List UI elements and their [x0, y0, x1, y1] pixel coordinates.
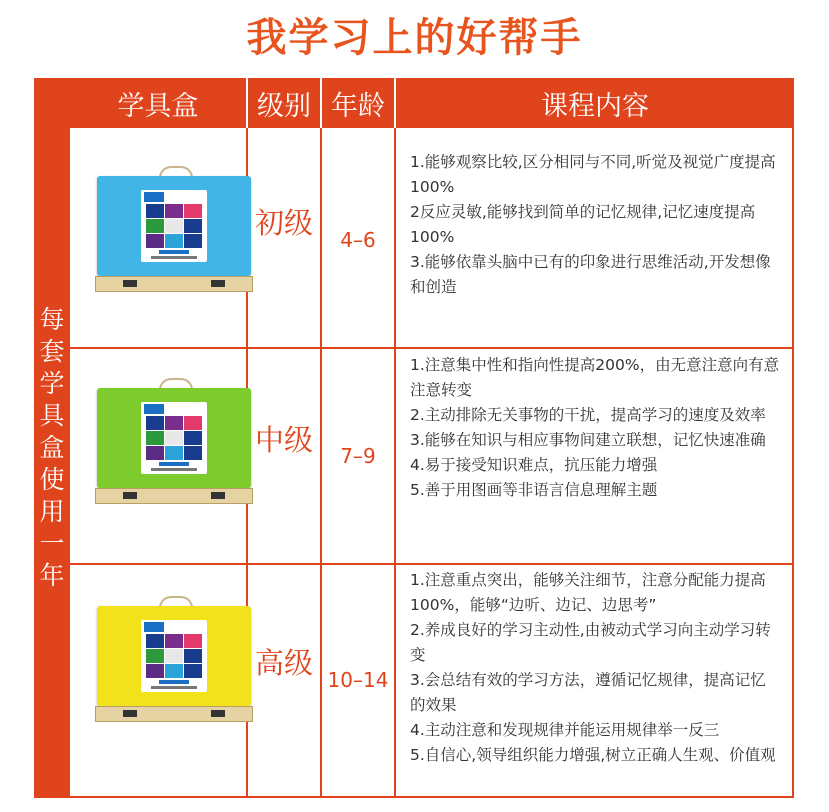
header-course: 课程内容 [396, 78, 794, 128]
side-label: 每套学具盒使用一年 [39, 305, 65, 590]
level-label: 高级 [254, 646, 313, 680]
label-grid-cell [165, 234, 183, 248]
course-list [410, 568, 780, 768]
course-item: 2反应灵敏,能够找到简单的记忆规律,记忆速度提高100% [410, 203, 756, 246]
header-divider [246, 78, 248, 128]
label-grid-cell [146, 416, 164, 430]
course-item: 3.会总结有效的学习方法，遵循记忆规律，提高记忆的效果 [410, 671, 766, 714]
box-base [95, 276, 253, 292]
label-grid-cell [165, 219, 183, 233]
age-label: 10–14 [327, 668, 389, 692]
label-grid-cell [184, 234, 202, 248]
label-grid-cell [165, 416, 183, 430]
level-label: 中级 [254, 423, 313, 457]
label-grid-cell [184, 649, 202, 663]
label-grid-cell [146, 446, 164, 460]
box-latch [211, 492, 225, 499]
age-label: 4–6 [340, 228, 376, 252]
box-base [95, 488, 253, 504]
course-item: 3.能够在知识与相应事物间建立联想，记忆快速准确 [410, 431, 766, 449]
side-banner [34, 78, 70, 798]
label-grid-cell [165, 664, 183, 678]
page-title: 我学习上的好帮手 [246, 15, 583, 61]
label-grid-cell [184, 446, 202, 460]
label-grid-cell [146, 634, 164, 648]
box-label [141, 190, 207, 262]
label-grid-cell [184, 634, 202, 648]
course-list [410, 353, 780, 503]
box-label [141, 402, 207, 474]
course-list [410, 150, 780, 300]
course-item: 2.养成良好的学习主动性,由被动式学习向主动学习转变 [410, 621, 771, 664]
row-divider [70, 347, 794, 349]
box-latch [211, 280, 225, 287]
header-age: 年龄 [322, 78, 394, 128]
box-latch [211, 710, 225, 717]
course-item: 1.注意集中性和指向性提高200%，由无意注意向有意注意转变 [410, 356, 780, 399]
header-divider [320, 78, 322, 128]
label-grid-cell [165, 204, 183, 218]
label-grid-cell [184, 664, 202, 678]
course-item: 3.能够依靠头脑中已有的印象进行思维活动,开发想像和创造 [410, 253, 771, 296]
label-grid-cell [184, 431, 202, 445]
label-grid-cell [184, 204, 202, 218]
label-grid-cell [184, 416, 202, 430]
course-item: 1.能够观察比较,区分相同与不同,听觉及视觉广度提高100% [410, 153, 776, 196]
box-latch [123, 492, 137, 499]
box-base [95, 706, 253, 722]
label-grid-cell [146, 649, 164, 663]
label-grid-cell [146, 219, 164, 233]
box-latch [123, 710, 137, 717]
course-item: 2.主动排除无关事物的干扰，提高学习的速度及效率 [410, 406, 766, 424]
label-grid-cell [165, 649, 183, 663]
label-grid-cell [146, 234, 164, 248]
header-divider [394, 78, 396, 128]
label-grid-cell [146, 431, 164, 445]
header-level: 级别 [248, 78, 320, 128]
label-grid-cell [146, 664, 164, 678]
label-grid-cell [165, 431, 183, 445]
course-item: 4.易于接受知识难点，抗压能力增强 [410, 456, 658, 474]
label-grid-cell [165, 446, 183, 460]
level-label: 初级 [254, 206, 313, 240]
row-divider [70, 563, 794, 565]
box-latch [123, 280, 137, 287]
box-label [141, 620, 207, 692]
label-grid-cell [165, 634, 183, 648]
course-item: 5.自信心,领导组织能力增强,树立正确人生观、价值观 [410, 746, 776, 764]
age-label: 7–9 [340, 444, 376, 468]
label-grid-cell [184, 219, 202, 233]
header-box: 学具盒 [70, 78, 246, 128]
course-item: 5.善于用图画等非语言信息理解主题 [410, 481, 658, 499]
column-divider [394, 128, 396, 798]
label-grid-cell [146, 204, 164, 218]
course-item: 4.主动注意和发现规律并能运用规律举一反三 [410, 721, 720, 739]
course-item: 1.注意重点突出，能够关注细节，注意分配能力提高100%，能够“边听、边记、边思考” [410, 571, 766, 614]
